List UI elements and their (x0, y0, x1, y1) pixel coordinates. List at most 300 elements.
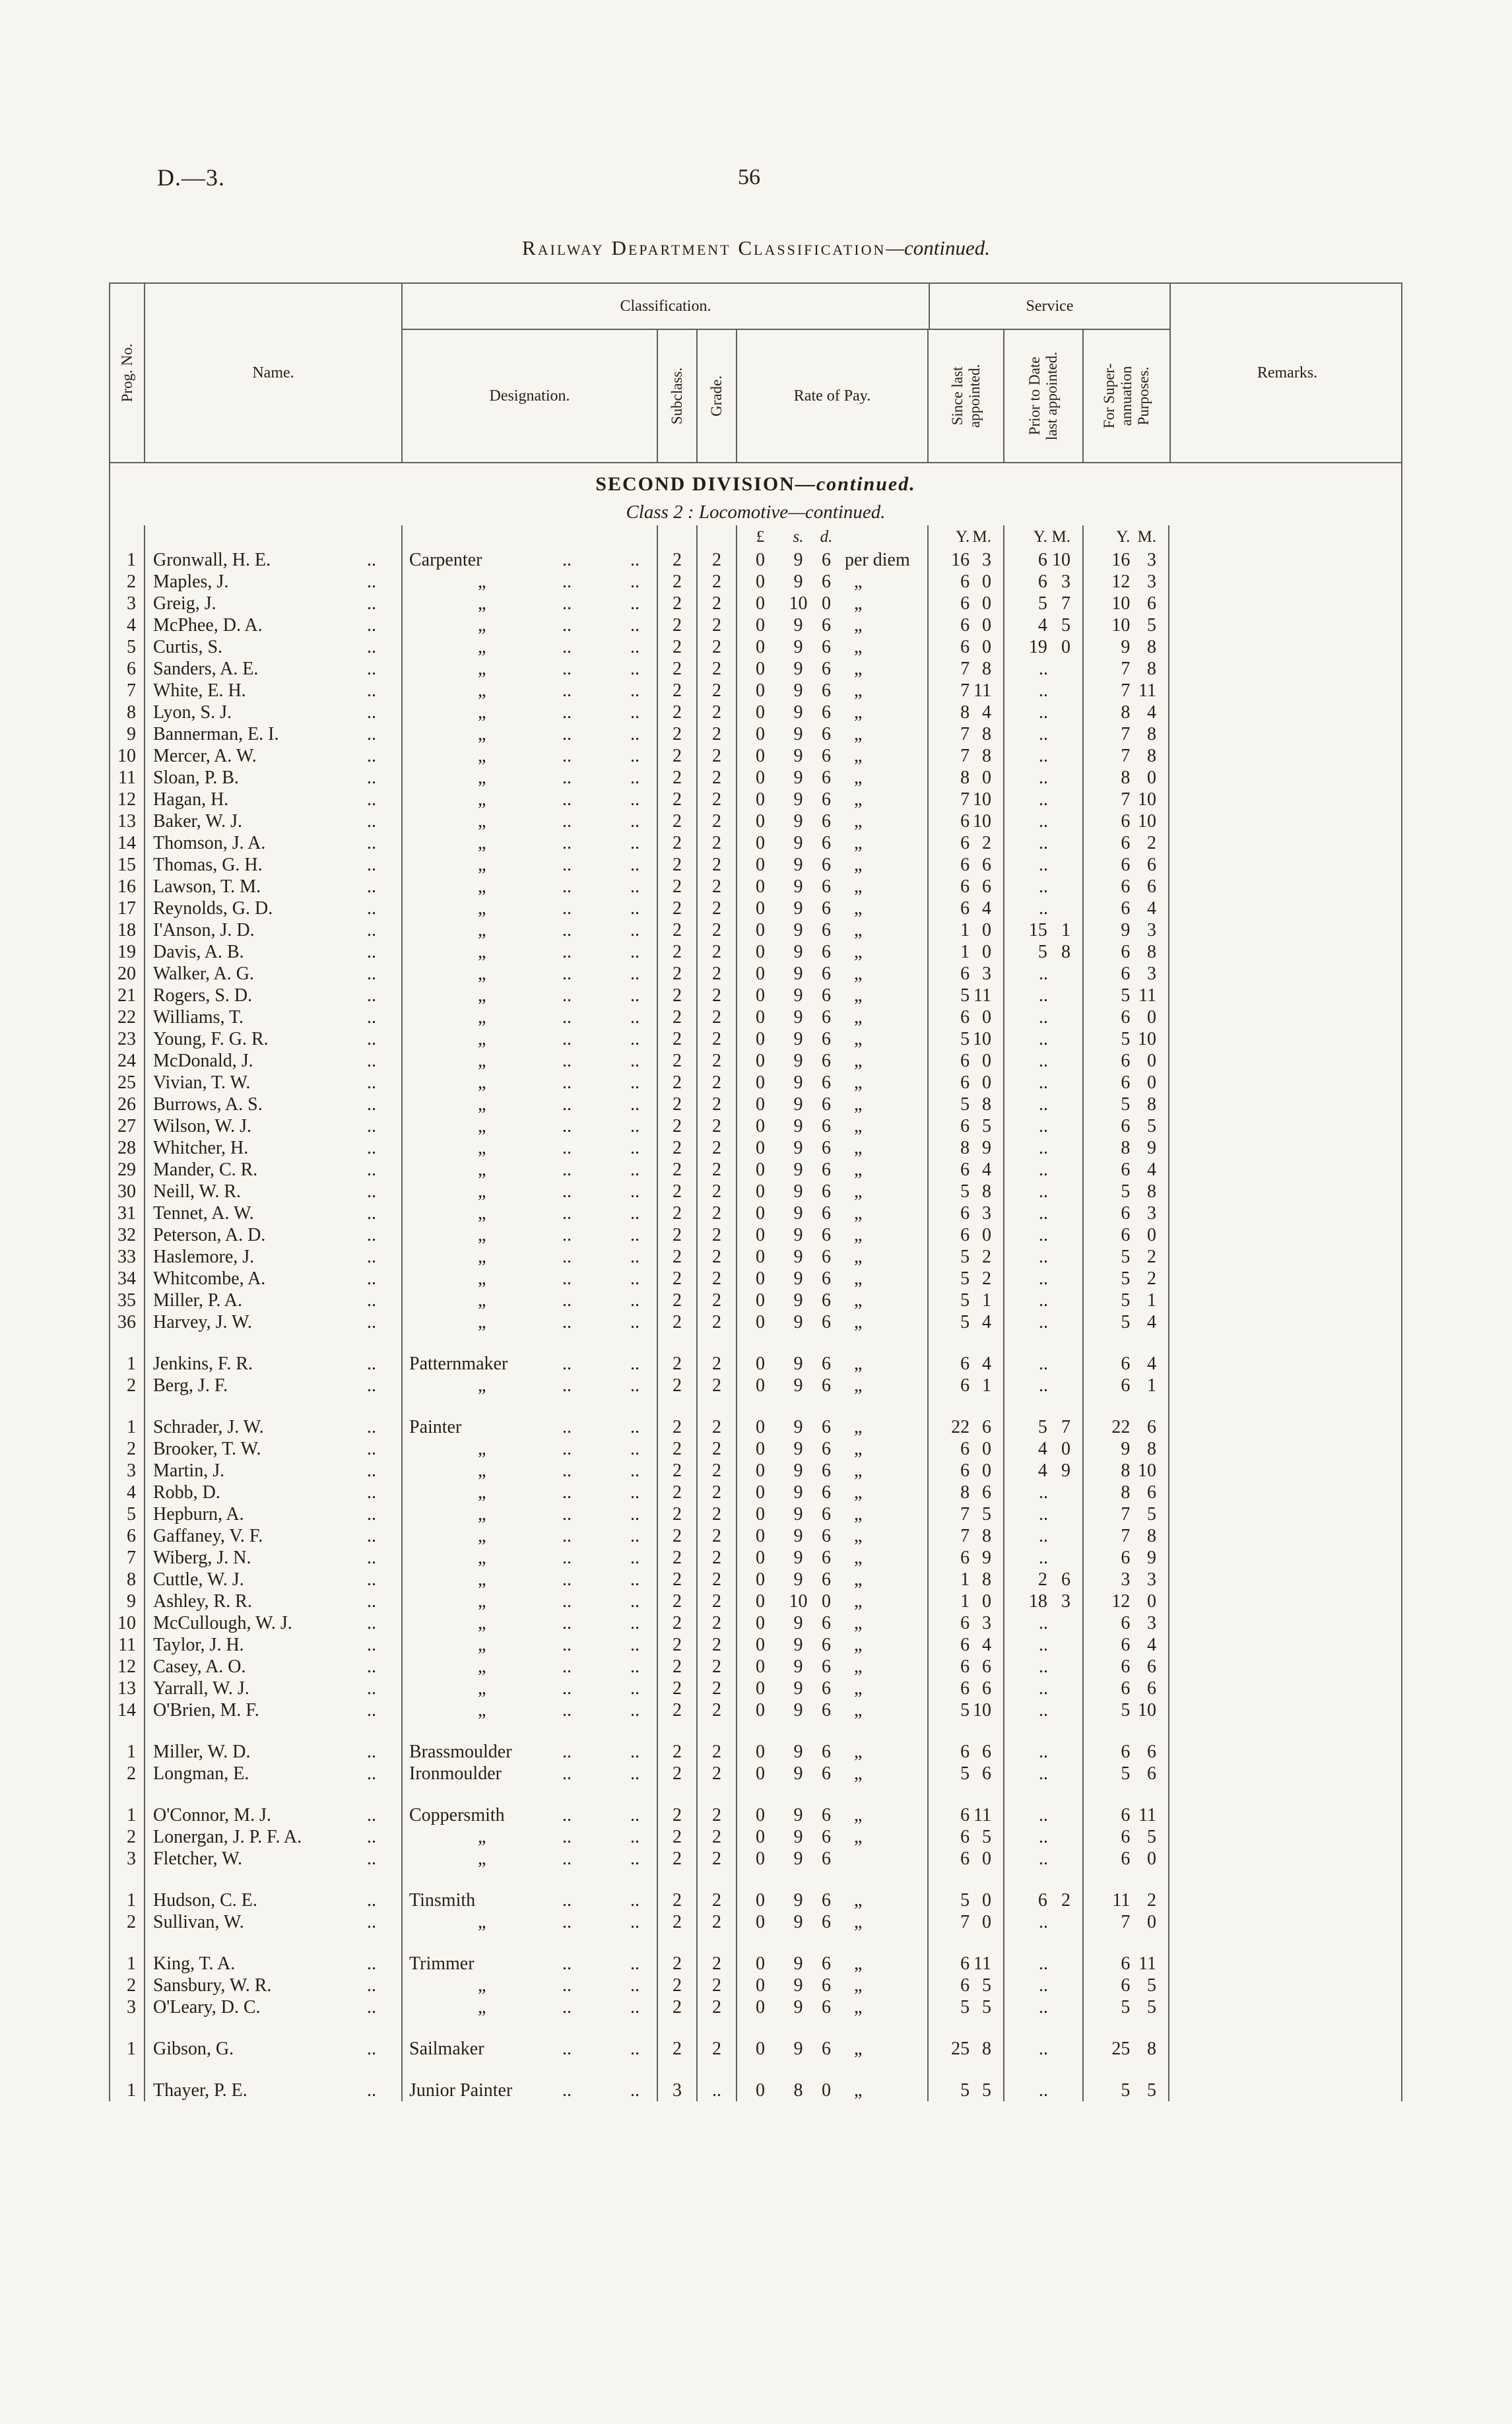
cell-service-since (929, 1889, 1004, 1911)
months-value: 0 (981, 1051, 991, 1071)
cell-grade: 2 (698, 1612, 737, 1634)
empty-cell (145, 1785, 403, 1804)
designation-text: Junior Painter (409, 2080, 513, 2101)
cell-service-prior (1004, 702, 1084, 723)
cell-designation (403, 658, 658, 680)
table-row (110, 1699, 1401, 1721)
years-value: 15 (1028, 920, 1047, 940)
table-row (110, 1569, 1401, 1590)
cell-service-super (1084, 1115, 1169, 1137)
cell-name (145, 658, 403, 680)
cell-service-since (929, 789, 1004, 810)
empty-dots: .. (1039, 1548, 1048, 1568)
cell-service-prior (1004, 1202, 1084, 1224)
empty-cell (839, 1333, 929, 1353)
cell-pay-pounds: 0 (756, 1354, 765, 1374)
cell-service-prior (1004, 1482, 1084, 1503)
cell-pay-pence: 6 (822, 1997, 831, 2017)
cell-grade: 2 (698, 789, 737, 810)
name-text: Walker, A. G. (153, 964, 254, 984)
designation-text: „ (478, 680, 486, 701)
years-value: 6 (960, 1460, 970, 1481)
name-text: Reynolds, G. D. (153, 898, 273, 919)
months-value: 8 (981, 659, 991, 679)
cell-designation (403, 723, 658, 745)
years-value: 5 (960, 1029, 970, 1049)
header-superannuation-label: For Super- annuation Purposes. (1101, 363, 1152, 429)
cell-grade: 2 (698, 680, 737, 702)
cell-service-since (929, 832, 1004, 854)
table-row (110, 1826, 1401, 1848)
months-value: 4 (981, 1312, 991, 1332)
designation-text: „ (478, 942, 486, 962)
cell-name (145, 1438, 403, 1460)
empty-cell (783, 1396, 813, 1416)
cell-name (145, 767, 403, 789)
table-rows (110, 549, 1401, 2101)
leader-dots: .. (562, 1160, 572, 1180)
years-value: 7 (960, 1526, 970, 1546)
cell-service-prior (1004, 1996, 1084, 2018)
cell-grade: 2 (698, 1202, 737, 1224)
cell-name (145, 1246, 403, 1268)
years-value: 6 (960, 855, 970, 875)
name-text: Casey, A. O. (153, 1656, 246, 1677)
cell-pay-unit (839, 1763, 929, 1785)
empty-dots: .. (1039, 1526, 1048, 1546)
years-value: 25 (1111, 2039, 1131, 2059)
cell-name (145, 1224, 403, 1246)
cell-grade: 2 (698, 1290, 737, 1311)
leader-dots: .. (562, 1290, 572, 1311)
table-row (110, 1848, 1401, 1870)
cell-designation (403, 832, 658, 854)
table-row (110, 680, 1401, 702)
cell-pay-pence: 6 (822, 1160, 831, 1180)
months-value: 10 (1137, 1460, 1156, 1481)
empty-cell (813, 1933, 839, 1953)
cell-name (145, 1634, 403, 1656)
months-value: 2 (1146, 1247, 1156, 1267)
years-value: 7 (1121, 1526, 1131, 1546)
cell-designation (403, 1028, 658, 1050)
cell-prog-no: 2 (110, 1763, 145, 1785)
cell-name (145, 963, 403, 985)
cell-pay-unit (839, 549, 929, 571)
cell-pay-pence: 6 (822, 1051, 831, 1071)
empty-cell (110, 1785, 145, 1804)
cell-pay-unit (839, 593, 929, 614)
leader-dots: .. (630, 1439, 640, 1459)
years-value: 5 (960, 1094, 970, 1115)
table-row (110, 1975, 1401, 1996)
months-value: 8 (981, 1569, 991, 1590)
cell-pay-shillings: 9 (793, 1375, 803, 1396)
cell-service-since (929, 1953, 1004, 1975)
cell-service-prior (1004, 810, 1084, 832)
years-value: 6 (1121, 855, 1131, 875)
designation-text: „ (478, 876, 486, 897)
cell-pay-pounds: 0 (756, 1591, 765, 1612)
cell-service-prior (1004, 1268, 1084, 1290)
cell-prog-no: 2 (110, 571, 145, 593)
doc-ref: D.—3. (157, 164, 225, 191)
pay-unit-text: „ (854, 1460, 863, 1481)
cell-service-super (1084, 810, 1169, 832)
cell-designation (403, 680, 658, 702)
empty-cell (698, 525, 737, 549)
leader-dots: .. (630, 746, 640, 766)
pay-unit-text: „ (854, 1225, 863, 1245)
pay-unit-text: „ (854, 1591, 863, 1612)
months-label: M. (972, 528, 991, 546)
name-text: McPhee, D. A. (153, 615, 263, 636)
empty-cell (658, 1396, 698, 1416)
empty-cell (929, 1933, 1004, 1953)
cell-name (145, 1699, 403, 1721)
empty-cell (929, 2018, 1004, 2038)
cell-pay-unit (839, 1804, 929, 1826)
spacer-row (110, 1870, 1401, 1889)
cell-pay-pounds: 0 (756, 1290, 765, 1311)
name-text: Peterson, A. D. (153, 1225, 266, 1245)
cell-subclass: 2 (658, 723, 698, 745)
months-label: M. (1137, 528, 1156, 546)
months-value: 10 (972, 789, 991, 810)
cell-pay-shillings: 9 (793, 1656, 803, 1677)
cell-pay-pence: 6 (822, 615, 831, 636)
months-value: 3 (1146, 964, 1156, 984)
months-value: 8 (981, 746, 991, 766)
empty-cell (403, 2060, 658, 2080)
designation-text: Tinsmith (409, 1890, 476, 1911)
cell-pay-pence: 6 (822, 942, 831, 962)
cell-prog-no: 8 (110, 702, 145, 723)
empty-cell (1084, 1870, 1169, 1889)
table-row (110, 1503, 1401, 1525)
empty-dots: .. (1039, 2080, 1048, 2101)
months-value: 11 (1138, 985, 1156, 1006)
months-value: 3 (1061, 572, 1070, 592)
cell-pay-unit (839, 1569, 929, 1590)
cell-pay-pounds: 0 (756, 1805, 765, 1825)
empty-dots: .. (1039, 659, 1048, 679)
cell-service-prior (1004, 1848, 1084, 1870)
cell-pay-unit (839, 1137, 929, 1159)
cell-pay-pounds: 0 (756, 680, 765, 701)
empty-dots: .. (1039, 2039, 1048, 2059)
cell-service-prior (1004, 723, 1084, 745)
years-value: 6 (1121, 1678, 1131, 1699)
name-text: I'Anson, J. D. (153, 920, 255, 940)
months-value: 0 (1061, 637, 1070, 657)
years-value: 9 (1121, 920, 1131, 940)
cell-service-super (1084, 1268, 1169, 1290)
years-value: 5 (1121, 985, 1131, 1006)
months-value: 0 (981, 615, 991, 636)
empty-dots: .. (1039, 1849, 1048, 1869)
cell-service-since (929, 549, 1004, 571)
cell-pay-pence: 0 (822, 2080, 831, 2101)
months-value: 6 (981, 1763, 991, 1784)
months-value: 6 (981, 1482, 991, 1503)
spacer-row (110, 1396, 1401, 1416)
designation-text: „ (478, 1072, 486, 1093)
years-value: 5 (1037, 593, 1047, 614)
cell-service-since (929, 1612, 1004, 1634)
cell-service-super (1084, 1353, 1169, 1375)
months-value: 6 (1146, 876, 1156, 897)
cell-service-since (929, 1375, 1004, 1396)
cell-prog-no: 6 (110, 1525, 145, 1547)
empty-cell (110, 525, 145, 549)
leader-dots: .. (630, 1138, 640, 1158)
cell-name (145, 1612, 403, 1634)
empty-cell (658, 1870, 698, 1889)
cell-service-prior (1004, 1804, 1084, 1826)
pay-unit-text: „ (854, 572, 863, 592)
cell-service-since (929, 1159, 1004, 1181)
name-text: Haslemore, J. (153, 1247, 255, 1267)
cell-prog-no: 1 (110, 1416, 145, 1438)
pay-unit-text: „ (854, 1116, 863, 1136)
cell-name (145, 2080, 403, 2101)
leader-dots: .. (562, 1312, 572, 1332)
cell-pay-unit (839, 1996, 929, 2018)
cell-pay-pounds: 0 (756, 1613, 765, 1633)
leader-dots: .. (562, 1656, 572, 1677)
months-value: 0 (981, 1890, 991, 1911)
cell-designation (403, 745, 658, 767)
cell-service-since (929, 1028, 1004, 1050)
cell-pay-unit (839, 1268, 929, 1290)
cell-service-since (929, 593, 1004, 614)
name-text: Hudson, C. E. (153, 1890, 257, 1911)
cell-grade: 2 (698, 636, 737, 658)
cell-pay-shillings: 9 (793, 1482, 803, 1503)
header-superannuation (1084, 330, 1169, 462)
name-text: O'Connor, M. J. (153, 1805, 271, 1825)
table-row (110, 593, 1401, 614)
pay-unit-text: „ (854, 1827, 863, 1847)
empty-cell (658, 2018, 698, 2038)
cell-pay-pence: 6 (822, 1635, 831, 1655)
cell-pay-pence: 6 (822, 637, 831, 657)
empty-dots: .. (1039, 1181, 1048, 1202)
leader-dots: .. (367, 942, 376, 962)
empty-cell (1004, 1333, 1084, 1353)
table-row (110, 1268, 1401, 1290)
name-text: Maples, J. (153, 572, 229, 592)
leader-dots: .. (367, 593, 376, 614)
cell-pay-shillings: 9 (793, 1849, 803, 1869)
empty-cell (783, 1933, 813, 1953)
empty-cell (1084, 1785, 1169, 1804)
leader-dots: .. (630, 898, 640, 919)
leader-dots: .. (630, 1312, 640, 1332)
cell-subclass: 2 (658, 1503, 698, 1525)
cell-designation (403, 1975, 658, 1996)
cell-name (145, 789, 403, 810)
months-value: 0 (1061, 1439, 1070, 1459)
cell-service-super (1084, 1569, 1169, 1590)
leader-dots: .. (630, 920, 640, 940)
years-value: 7 (960, 680, 970, 701)
years-value: 5 (1037, 942, 1047, 962)
cell-service-super (1084, 1159, 1169, 1181)
cell-pay-pounds: 0 (756, 1635, 765, 1655)
cell-grade: 2 (698, 549, 737, 571)
empty-cell (403, 1333, 658, 1353)
cell-pay-unit (839, 767, 929, 789)
years-value: 5 (960, 1312, 970, 1332)
months-value: 0 (981, 637, 991, 657)
cell-service-prior (1004, 1699, 1084, 1721)
pay-unit-text: „ (854, 942, 863, 962)
table-row (110, 614, 1401, 636)
name-text: Sansbury, W. R. (153, 1975, 272, 1996)
years-value: 6 (1121, 1116, 1131, 1136)
cell-pay-pounds: 0 (756, 1890, 765, 1911)
cell-designation (403, 1804, 658, 1826)
years-value: 6 (960, 637, 970, 657)
cell-subclass: 2 (658, 854, 698, 876)
cell-designation (403, 1741, 658, 1763)
cell-subclass: 2 (658, 549, 698, 571)
cell-subclass: 2 (658, 1547, 698, 1569)
cell-pay-shillings: 9 (793, 746, 803, 766)
cell-designation (403, 1612, 658, 1634)
years-value: 6 (960, 1225, 970, 1245)
leader-dots: .. (630, 724, 640, 744)
cell-pay-unit (839, 876, 929, 898)
cell-pay-pounds: 0 (756, 1029, 765, 1049)
table-row (110, 1889, 1401, 1911)
cell-grade: 2 (698, 1826, 737, 1848)
cell-service-prior (1004, 1311, 1084, 1333)
designation-text: „ (478, 1203, 486, 1224)
cell-pay-shillings: 9 (793, 1504, 803, 1524)
months-value: 7 (1061, 1417, 1070, 1437)
cell-grade: 2 (698, 1137, 737, 1159)
cell-grade: 2 (698, 1268, 737, 1290)
cell-pay-pounds: 0 (756, 1094, 765, 1115)
years-value: 22 (1111, 1417, 1131, 1437)
designation-text: „ (478, 1439, 486, 1459)
cell-prog-no: 1 (110, 2038, 145, 2060)
leader-dots: .. (630, 1203, 640, 1224)
cell-grade: 2 (698, 1590, 737, 1612)
pay-unit-text: „ (854, 1613, 863, 1633)
leader-dots: .. (367, 1613, 376, 1633)
cell-pay-shillings: 9 (793, 1827, 803, 1847)
cell-service-prior (1004, 963, 1084, 985)
cell-service-prior (1004, 571, 1084, 593)
empty-dots: .. (1039, 1805, 1048, 1825)
pay-unit-text: „ (854, 637, 863, 657)
leader-dots: .. (630, 1290, 640, 1311)
name-text: Wiberg, J. N. (153, 1548, 251, 1568)
pay-unit-text: „ (854, 898, 863, 919)
leader-dots: .. (630, 572, 640, 592)
cell-service-super (1084, 1438, 1169, 1460)
cell-subclass: 2 (658, 1804, 698, 1826)
cell-pay-pounds: 0 (756, 1548, 765, 1568)
months-value: 3 (1061, 1591, 1070, 1612)
cell-name (145, 1006, 403, 1028)
leader-dots: .. (562, 1268, 572, 1289)
table-row (110, 1072, 1401, 1094)
cell-service-super (1084, 1503, 1169, 1525)
cell-name (145, 1911, 403, 1933)
leader-dots: .. (630, 811, 640, 832)
cell-pay-unit (839, 1741, 929, 1763)
cell-pay-pounds: 0 (756, 768, 765, 788)
cell-service-prior (1004, 636, 1084, 658)
cell-grade: 2 (698, 1438, 737, 1460)
cell-name (145, 2038, 403, 2060)
cell-service-since (929, 1503, 1004, 1525)
empty-cell (813, 1870, 839, 1889)
pay-unit-text: „ (854, 768, 863, 788)
leader-dots: .. (367, 1700, 376, 1720)
months-value: 5 (1146, 1116, 1156, 1136)
name-text: Gronwall, H. E. (153, 550, 271, 570)
years-value: 6 (1121, 1354, 1131, 1374)
cell-subclass: 2 (658, 898, 698, 919)
years-value: 5 (1121, 1029, 1131, 1049)
leader-dots: .. (630, 550, 640, 570)
years-value: 7 (1121, 746, 1131, 766)
cell-pay-pounds: 0 (756, 1439, 765, 1459)
empty-cell (658, 1785, 698, 1804)
empty-cell (839, 1870, 929, 1889)
cell-pay-pence: 6 (822, 1268, 831, 1289)
cell-grade: 2 (698, 658, 737, 680)
years-value: 1 (960, 942, 970, 962)
months-value: 9 (1146, 1138, 1156, 1158)
table-row (110, 1804, 1401, 1826)
leader-dots: .. (562, 1203, 572, 1224)
cell-pay-pounds: 0 (756, 985, 765, 1006)
cell-pay-shillings: 9 (793, 1116, 803, 1136)
cell-prog-no: 13 (110, 1678, 145, 1699)
months-value: 0 (1146, 768, 1156, 788)
years-value: 5 (960, 2080, 970, 2101)
cell-prog-no: 36 (110, 1311, 145, 1333)
cell-service-super (1084, 680, 1169, 702)
pay-unit-text: „ (854, 724, 863, 744)
designation-text: Coppersmith (409, 1805, 505, 1825)
pay-unit-text: „ (854, 1997, 863, 2017)
empty-cell (1084, 1333, 1169, 1353)
name-text: Whitcombe, A. (153, 1268, 266, 1289)
name-text: Thomson, J. A. (153, 833, 266, 853)
leader-dots: .. (562, 1094, 572, 1115)
table-row (110, 898, 1401, 919)
cell-grade: 2 (698, 941, 737, 963)
cell-service-since (929, 636, 1004, 658)
empty-dots: .. (1039, 1953, 1048, 1974)
cell-service-prior (1004, 941, 1084, 963)
cell-designation (403, 571, 658, 593)
pay-unit-text: „ (854, 1439, 863, 1459)
years-value: 5 (1121, 1997, 1131, 2017)
cell-pay-unit (839, 941, 929, 963)
months-value: 10 (1051, 550, 1070, 570)
empty-dots: .. (1039, 1138, 1048, 1158)
empty-cell (813, 1333, 839, 1353)
